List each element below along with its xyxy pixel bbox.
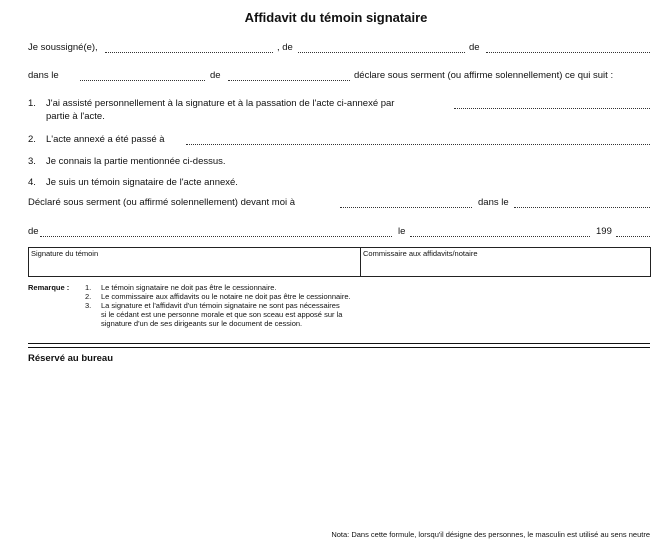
item-4-text: Je suis un témoin signataire de l'acte annexé.: [46, 177, 238, 188]
label-de-3: de: [210, 70, 221, 81]
label-de-4: de: [28, 226, 39, 237]
label-dans-le-2: dans le: [478, 197, 509, 208]
item-1-cont: partie à l'acte.: [46, 111, 105, 122]
signature-temoin-box[interactable]: [28, 247, 361, 277]
field-date[interactable]: [410, 236, 590, 237]
label-year: 199: [596, 226, 612, 237]
remark-2-number: 2.: [85, 292, 92, 301]
field-declare-province[interactable]: [40, 236, 392, 237]
commissaire-label: Commissaire aux affidavits/notaire: [363, 249, 478, 258]
field-province[interactable]: [228, 80, 350, 81]
item-1-text: J'ai assisté personnellement à la signature et à la passation de l'acte ci-annexé par: [46, 98, 395, 109]
field-year[interactable]: [616, 236, 650, 237]
field-nom[interactable]: [105, 52, 273, 53]
item-4-number: 4.: [28, 177, 36, 188]
divider-top: [28, 343, 650, 344]
remark-3-line-3: signature d'un de ses dirigeants sur le document de cession.: [101, 319, 303, 328]
item-3-text: Je connais la partie mentionnée ci-dessus.: [46, 156, 226, 167]
item-2-number: 2.: [28, 134, 36, 145]
field-ville[interactable]: [298, 52, 465, 53]
label-de-2: de: [469, 42, 480, 53]
commissaire-box[interactable]: [360, 247, 651, 277]
label-dans-le: dans le: [28, 70, 59, 81]
field-declare-lieu[interactable]: [340, 207, 472, 208]
remark-3-line-1: La signature et l'affidavit d'un témoin signataire ne sont pas nécessaires: [101, 301, 340, 310]
field-acte-lieu[interactable]: [186, 144, 650, 145]
field-lieu[interactable]: [486, 52, 650, 53]
remark-2-text: Le commissaire aux affidavits ou le notaire ne doit pas être le cessionnaire.: [101, 292, 351, 301]
field-district[interactable]: [80, 80, 205, 81]
label-declare: déclare sous serment (ou affirme solennellement) ce qui suit :: [354, 70, 614, 81]
item-3-number: 3.: [28, 156, 36, 167]
form-title: Affidavit du témoin signataire: [244, 10, 428, 25]
item-1-number: 1.: [28, 98, 36, 109]
label-declare-devant: Déclaré sous serment (ou affirmé solennellement) devant moi à: [28, 197, 296, 208]
signature-temoin-label: Signature du témoin: [31, 249, 99, 258]
footer-note: Nota: Dans cette formule, lorsqu'il désigne des personnes, le masculin est utilisé au sens neutre: [331, 530, 650, 539]
label-soussigne: Je soussigné(e),: [28, 42, 98, 53]
label-de-1: , de: [277, 42, 293, 53]
field-partie[interactable]: [454, 108, 650, 109]
label-le: le: [398, 226, 406, 237]
divider-bottom: [28, 347, 650, 348]
remarks-label: Remarque :: [28, 283, 70, 292]
field-declare-district[interactable]: [514, 207, 650, 208]
remark-3-number: 3.: [85, 301, 92, 310]
office-section-title: Réservé au bureau: [28, 353, 114, 364]
remark-1-number: 1.: [85, 283, 92, 292]
item-2-text: L'acte annexé a été passé à: [46, 134, 165, 145]
remark-1-text: Le témoin signataire ne doit pas être le cessionnaire.: [101, 283, 277, 292]
remark-3-line-2: si le cédant est une personne morale et que son sceau est apposé sur la: [101, 310, 343, 319]
